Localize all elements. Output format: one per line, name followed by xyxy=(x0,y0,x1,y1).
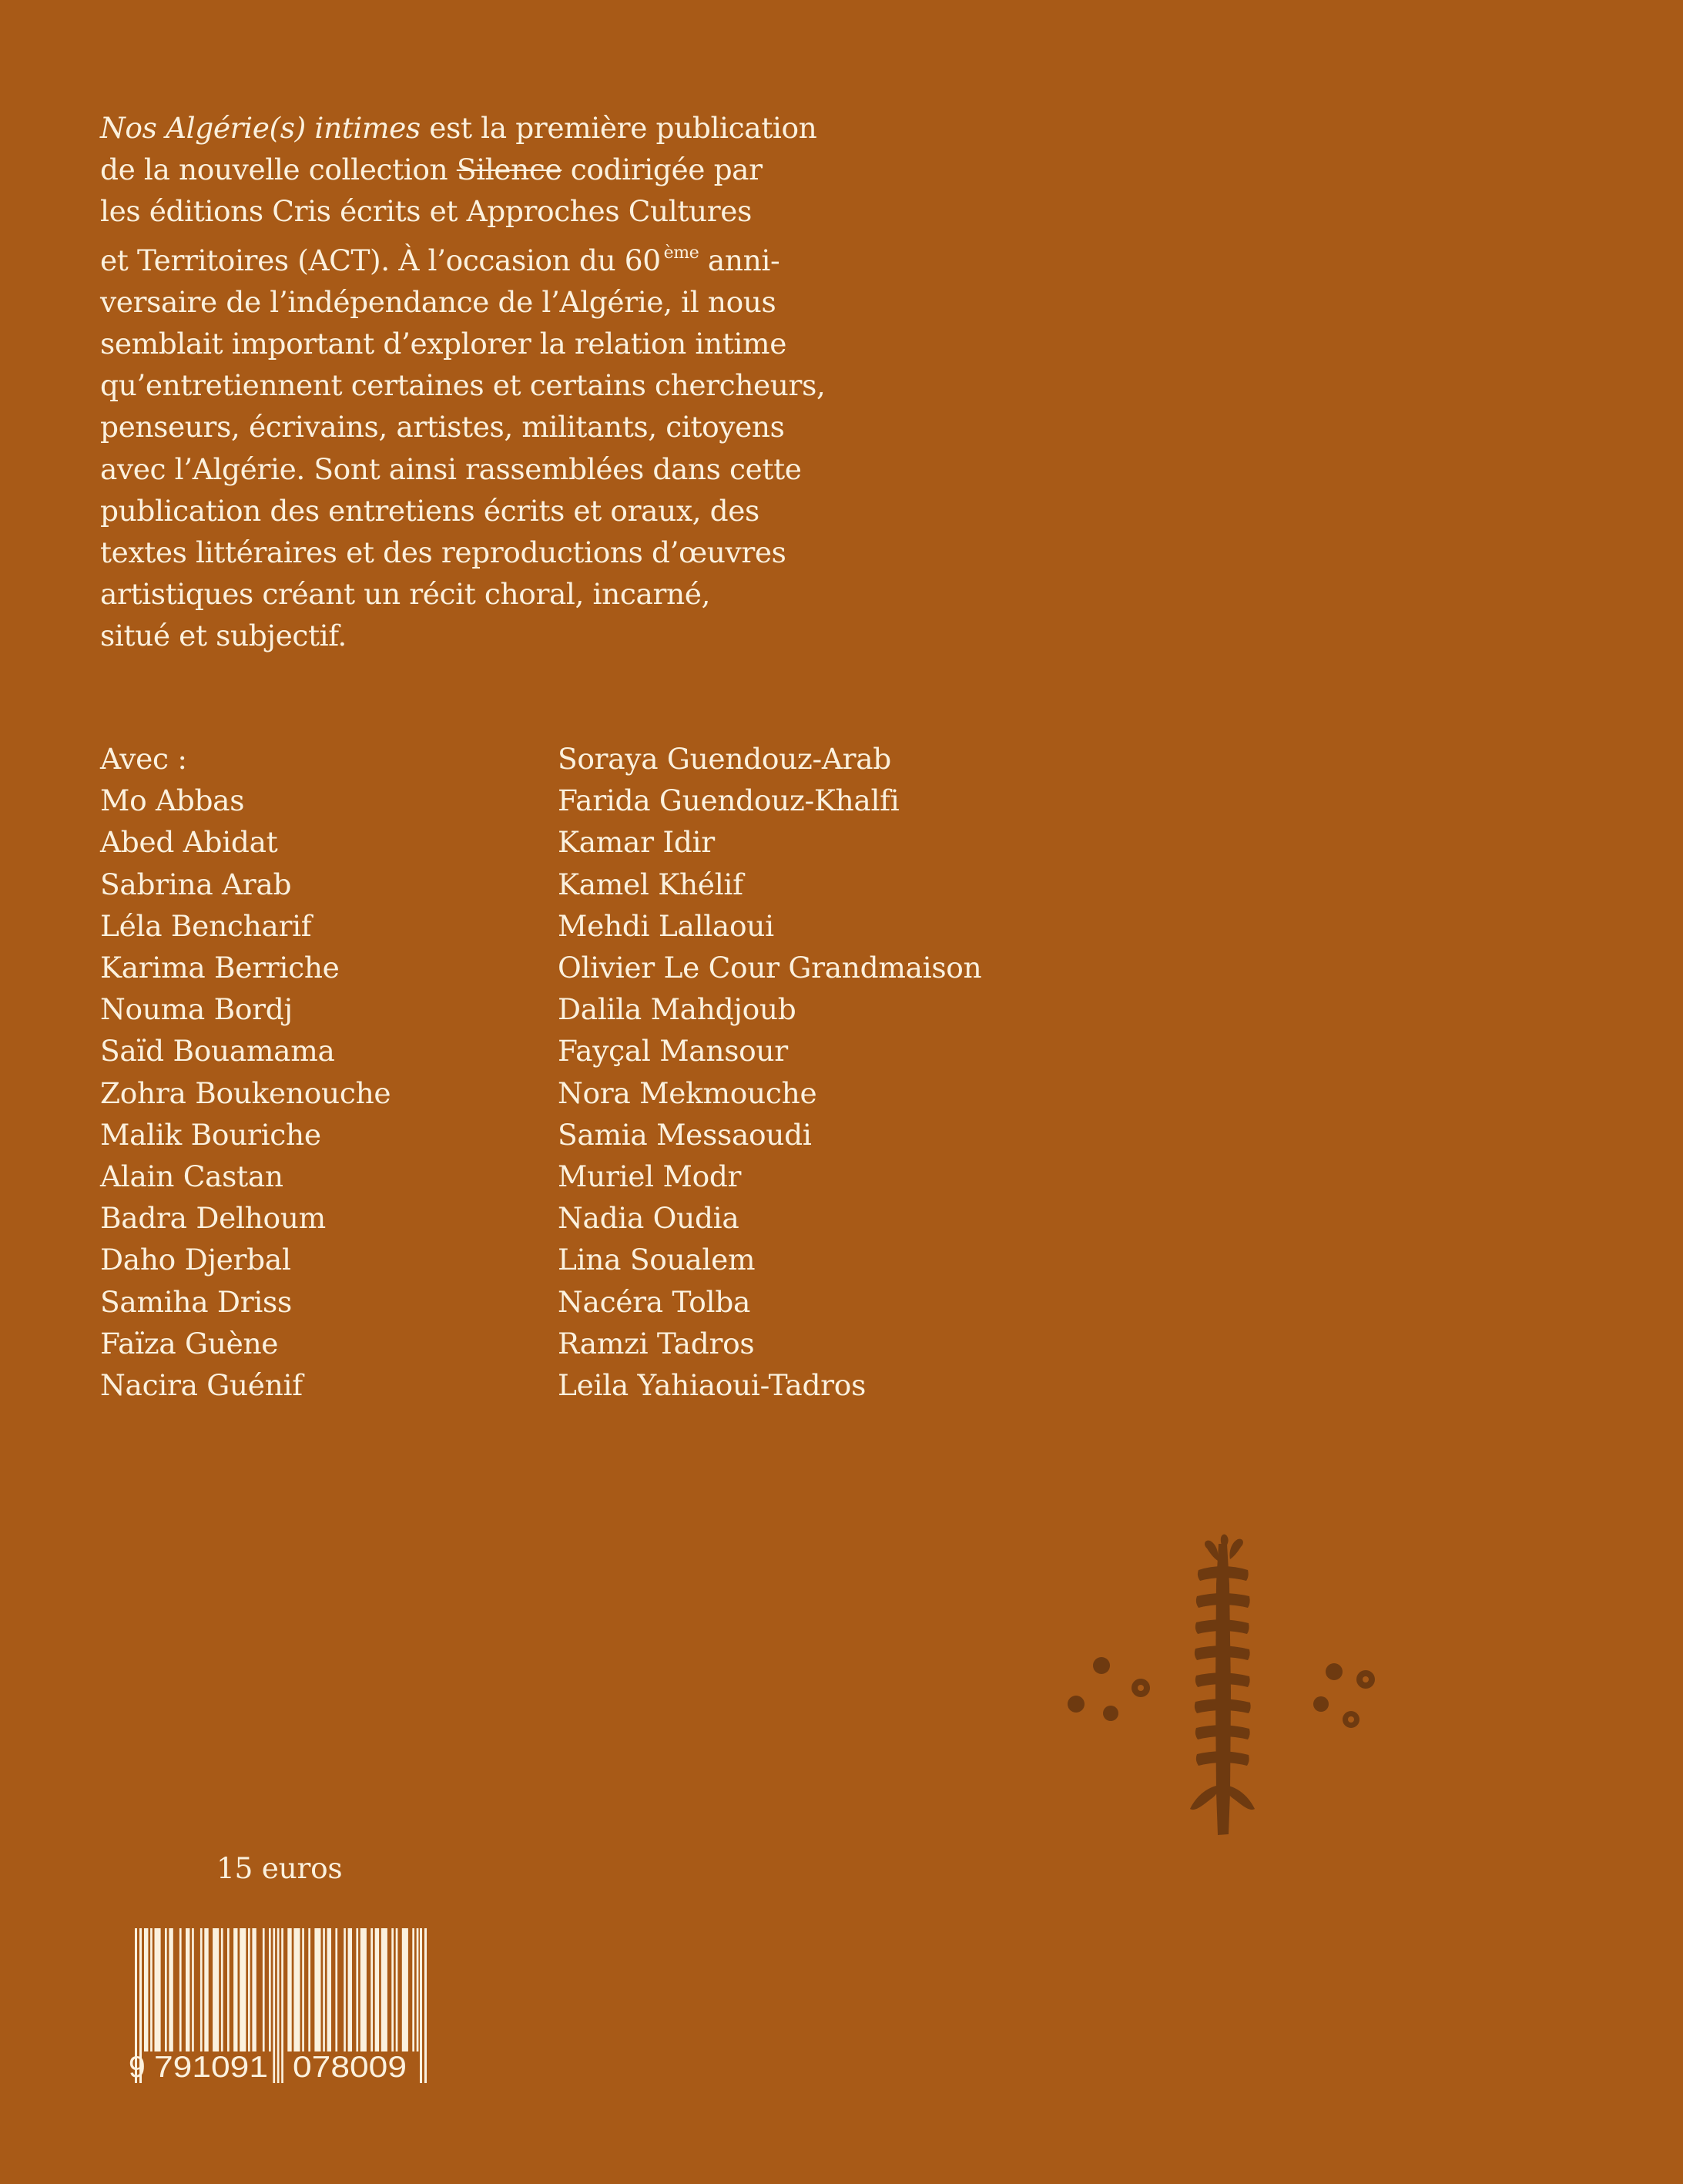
barcode-bar xyxy=(293,1928,300,2051)
barcode-bar xyxy=(323,1928,325,2051)
contributor-name: Abed Abidat xyxy=(100,825,278,860)
barcode-bar xyxy=(277,1928,280,2083)
collection-name: Silence xyxy=(456,153,562,187)
barcode-digits-group2: 078009 xyxy=(293,2051,407,2083)
contributor-name: Ramzi Tadros xyxy=(558,1326,755,1360)
blurb-line-1: Nos Algérie(s) intimes est la première publication xyxy=(100,111,817,145)
barcode-bar xyxy=(269,1928,271,2051)
barcode-bar xyxy=(221,1928,223,2051)
barcode-bar xyxy=(252,1928,256,2051)
blurb-line-8: penseurs, écrivains, artistes, militants, citoyens xyxy=(100,410,785,445)
barcode-bar xyxy=(308,1928,310,2051)
barcode-bar xyxy=(417,1928,419,2051)
contributor-name: Fayçal Mansour xyxy=(558,1034,788,1069)
barcode-bar xyxy=(179,1928,182,2051)
barcode-bar xyxy=(396,1928,398,2051)
blurb-line-11: textes littéraires et des reproductions d’œuvres xyxy=(100,535,786,570)
barcode-bar xyxy=(327,1928,331,2051)
barcode-bar xyxy=(335,1928,337,2051)
contributor-name: Nacéra Tolba xyxy=(558,1284,751,1319)
price-label: 15 euros xyxy=(216,1851,343,1885)
blurb-line-9: avec l’Algérie. Sont ainsi rassemblées dans cette xyxy=(100,451,802,486)
barcode-bar xyxy=(424,1928,427,2083)
contributor-name: Alain Castan xyxy=(100,1159,283,1194)
contributor-name: Samia Messaoudi xyxy=(558,1117,812,1152)
blurb-line-6: semblait important d’explorer la relation intime xyxy=(100,327,786,361)
barcode-bar xyxy=(204,1928,208,2051)
barcode-bar xyxy=(391,1928,394,2051)
contributor-name: Leila Yahiaoui-Tadros xyxy=(558,1368,867,1403)
contributor-name: Samiha Driss xyxy=(100,1284,292,1319)
barcode-bar xyxy=(200,1928,203,2051)
barcode-bar xyxy=(263,1928,265,2051)
blurb-line-2: de la nouvelle collection Silence codirigée par xyxy=(100,153,763,187)
barcode-bar xyxy=(213,1928,219,2051)
contributor-name: Nacira Guénif xyxy=(100,1368,303,1403)
contributor-name: Daho Djerbal xyxy=(100,1243,291,1277)
contributor-name: Dalila Mahdjoub xyxy=(558,992,796,1027)
barcode-bar xyxy=(281,1928,283,2083)
barcode-bar xyxy=(402,1928,408,2051)
barcode-bar xyxy=(155,1928,161,2051)
barcode-bar xyxy=(420,1928,422,2083)
contributor-name: Nora Mekmouche xyxy=(558,1075,817,1110)
barcode-bar xyxy=(144,1928,148,2051)
barcode-bar xyxy=(348,1928,352,2051)
barcode-bar xyxy=(233,1928,237,2051)
contributor-name: Farida Guendouz-Khalfi xyxy=(558,783,900,818)
contributor-name: Kamar Idir xyxy=(558,825,715,860)
contributor-name: Nadia Oudia xyxy=(558,1201,739,1236)
barcode-bar xyxy=(375,1928,379,2051)
contributor-name: Sabrina Arab xyxy=(100,867,292,901)
blurb-line-12: artistiques créant un récit choral, incarné, xyxy=(100,577,711,612)
barcode-bar xyxy=(370,1928,373,2051)
barcode-bar xyxy=(273,1928,275,2083)
contributors-heading: Avec : xyxy=(100,742,187,776)
ordinal-superscript: ème xyxy=(663,243,699,263)
barcode-bar xyxy=(169,1928,173,2051)
barcode-bar xyxy=(314,1928,320,2051)
barcode-bar xyxy=(381,1928,387,2051)
contributor-name: Mehdi Lallaoui xyxy=(558,908,774,943)
contributor-name: Saïd Bouamama xyxy=(100,1034,335,1069)
back-cover-blurb xyxy=(100,107,878,657)
barcode-bar xyxy=(344,1928,346,2051)
blurb-line-5: versaire de l’indépendance de l’Algérie, il nous xyxy=(100,284,776,319)
blurb-line-3: les éditions Cris écrits et Approches Cultures xyxy=(100,194,752,229)
barcode-digit-first: 9 xyxy=(129,2051,146,2083)
contributor-name: Lina Soualem xyxy=(558,1243,756,1277)
contributor-name: Nouma Bordj xyxy=(100,992,293,1027)
blurb-line-10: publication des entretiens écrits et oraux, des xyxy=(100,493,759,528)
barcode-bar xyxy=(412,1928,414,2051)
barcode-bar xyxy=(186,1928,189,2051)
barcode-digits-group1: 791091 xyxy=(154,2051,268,2083)
barcode-bar xyxy=(287,1928,291,2051)
contributor-name: Muriel Modr xyxy=(558,1159,742,1194)
barcode-bar xyxy=(227,1928,230,2051)
amazigh-symbol-icon xyxy=(1059,1530,1390,1857)
book-title: Nos Algérie(s) intimes xyxy=(100,111,421,145)
contributor-name: Badra Delhoum xyxy=(100,1201,326,1236)
blurb-line-13: situé et subjectif. xyxy=(100,619,347,653)
contributor-name: Malik Bouriche xyxy=(100,1117,321,1152)
barcode-bar xyxy=(192,1928,194,2051)
contributor-name: Mo Abbas xyxy=(100,783,245,818)
blurb-line-7: qu’entretiennent certaines et certains chercheurs, xyxy=(100,368,826,403)
barcode-bar xyxy=(248,1928,250,2051)
barcode-bar xyxy=(165,1928,167,2051)
barcode-bar xyxy=(150,1928,153,2051)
contributor-name: Léla Bencharif xyxy=(100,908,312,943)
blurb-line-4: et Territoires (ACT). À l’occasion du 60 $^{ème}$ anni- xyxy=(100,243,780,277)
contributor-name: Kamel Khélif xyxy=(558,867,743,901)
contributors-left-column xyxy=(100,738,391,1406)
contributors-right-column xyxy=(558,738,981,1406)
contributor-name: Olivier Le Cour Grandmaison xyxy=(558,951,982,985)
contributor-name: Zohra Boukenouche xyxy=(100,1075,391,1110)
barcode-bar xyxy=(302,1928,304,2051)
contributor-name: Soraya Guendouz-Arab xyxy=(558,742,891,776)
barcode xyxy=(129,1928,430,2083)
barcode-bar xyxy=(360,1928,367,2051)
contributor-name: Karima Berriche xyxy=(100,951,340,985)
contributor-name: Faïza Guène xyxy=(100,1326,279,1360)
barcode-bar xyxy=(240,1928,246,2051)
barcode-bar xyxy=(356,1928,358,2051)
